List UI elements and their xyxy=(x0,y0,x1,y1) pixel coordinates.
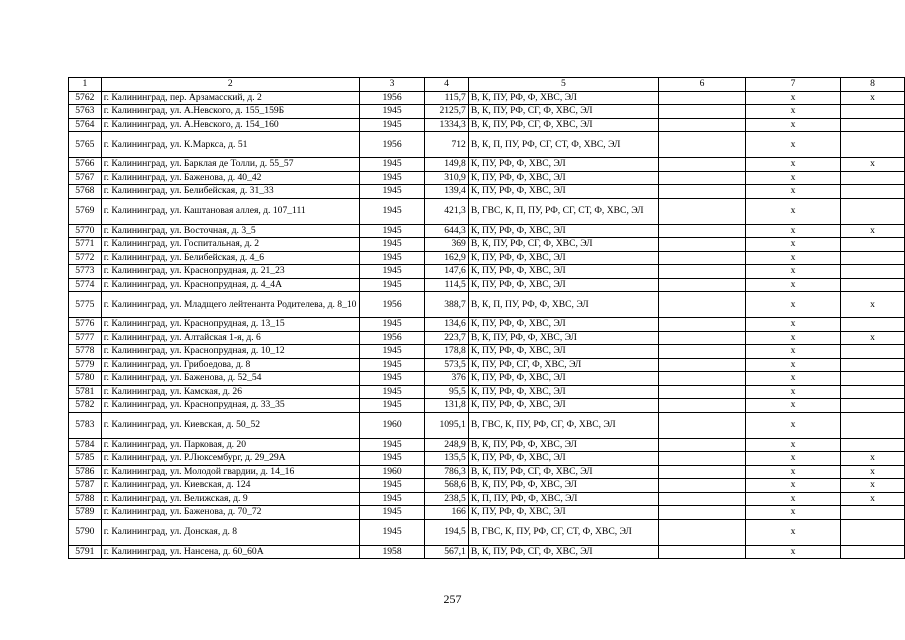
works-cell: К, ПУ, РФ, Ф, ХВС, ЭЛ xyxy=(468,385,658,399)
table-row xyxy=(69,519,905,545)
address-cell: г. Калининград, ул. Баженова, д. 40_42 xyxy=(101,171,359,185)
address-cell: г. Калининград, ул. Парковая, д. 20 xyxy=(101,438,359,452)
address-cell: г. Калининград, ул. Краснопрудная, д. 21_23 xyxy=(101,265,359,279)
row-number: 5774 xyxy=(69,278,102,292)
year-cell: 1956 xyxy=(359,91,424,105)
column-8-mark: x xyxy=(840,158,904,172)
column-7-mark: x xyxy=(746,492,841,506)
works-cell: К, ПУ, РФ, Ф, ХВС, ЭЛ xyxy=(468,171,658,185)
column-8-mark: x xyxy=(840,479,904,493)
row-number: 5762 xyxy=(69,91,102,105)
header-row xyxy=(69,78,905,92)
column-8-mark xyxy=(840,506,904,520)
table-row xyxy=(69,372,905,386)
column-6-cell xyxy=(658,399,745,413)
area-cell: 162,9 xyxy=(425,251,469,265)
area-cell: 388,7 xyxy=(425,292,469,318)
table-row xyxy=(69,105,905,119)
column-8-mark xyxy=(840,171,904,185)
year-cell: 1960 xyxy=(359,412,424,438)
works-cell: К, П, ПУ, РФ, Ф, ХВС, ЭЛ xyxy=(468,492,658,506)
table-row xyxy=(69,224,905,238)
column-8-mark xyxy=(840,519,904,545)
address-cell: г. Калининград, ул. Краснопрудная, д. 13_15 xyxy=(101,318,359,332)
row-number: 5766 xyxy=(69,158,102,172)
works-cell: В, К, ПУ, РФ, Ф, ХВС, ЭЛ xyxy=(468,331,658,345)
column-6-cell xyxy=(658,132,745,158)
column-7-mark: x xyxy=(746,158,841,172)
column-6-cell xyxy=(658,171,745,185)
year-cell: 1945 xyxy=(359,318,424,332)
works-cell: К, ПУ, РФ, СГ, Ф, ХВС, ЭЛ xyxy=(468,358,658,372)
address-cell: г. Калининград, ул. Краснопрудная, д. 4_4А xyxy=(101,278,359,292)
column-6-cell xyxy=(658,292,745,318)
column-7-mark: x xyxy=(746,318,841,332)
column-7-mark: x xyxy=(746,224,841,238)
year-cell: 1945 xyxy=(359,251,424,265)
column-8-mark xyxy=(840,358,904,372)
year-cell: 1960 xyxy=(359,465,424,479)
column-7-mark: x xyxy=(746,185,841,199)
works-cell: В, К, ПУ, РФ, Ф, ХВС, ЭЛ xyxy=(468,479,658,493)
address-cell: г. Калининград, ул. Грибоедова, д. 8 xyxy=(101,358,359,372)
column-header-6: 6 xyxy=(658,78,745,92)
column-header-8: 8 xyxy=(840,78,904,92)
row-number: 5764 xyxy=(69,118,102,132)
address-cell: г. Калининград, ул. А.Невского, д. 155_159Б xyxy=(101,105,359,119)
table-row xyxy=(69,278,905,292)
column-6-cell xyxy=(658,331,745,345)
year-cell: 1945 xyxy=(359,105,424,119)
area-cell: 248,9 xyxy=(425,438,469,452)
column-6-cell xyxy=(658,224,745,238)
address-cell: г. Калининград, ул. К.Маркса, д. 51 xyxy=(101,132,359,158)
column-8-mark: x xyxy=(840,224,904,238)
column-8-mark xyxy=(840,385,904,399)
column-7-mark: x xyxy=(746,105,841,119)
table-row xyxy=(69,171,905,185)
column-7-mark: x xyxy=(746,292,841,318)
row-number: 5776 xyxy=(69,318,102,332)
works-cell: В, К, П, ПУ, РФ, Ф, ХВС, ЭЛ xyxy=(468,292,658,318)
column-6-cell xyxy=(658,278,745,292)
column-6-cell xyxy=(658,265,745,279)
table-row xyxy=(69,438,905,452)
year-cell: 1945 xyxy=(359,479,424,493)
year-cell: 1945 xyxy=(359,238,424,252)
column-8-mark xyxy=(840,185,904,199)
table-row xyxy=(69,331,905,345)
year-cell: 1945 xyxy=(359,438,424,452)
table-row xyxy=(69,265,905,279)
table-row xyxy=(69,318,905,332)
table-header xyxy=(69,78,905,92)
year-cell: 1945 xyxy=(359,278,424,292)
table-row xyxy=(69,292,905,318)
row-number: 5775 xyxy=(69,292,102,318)
column-header-5: 5 xyxy=(468,78,658,92)
table-row xyxy=(69,452,905,466)
column-7-mark: x xyxy=(746,519,841,545)
works-cell: В, К, ПУ, РФ, Ф, ХВС, ЭЛ xyxy=(468,438,658,452)
column-6-cell xyxy=(658,438,745,452)
column-8-mark xyxy=(840,132,904,158)
address-cell: г. Калининград, ул. Краснопрудная, д. 33_35 xyxy=(101,399,359,413)
year-cell: 1956 xyxy=(359,132,424,158)
year-cell: 1945 xyxy=(359,118,424,132)
address-cell: г. Калининград, ул. Киевская, д. 124 xyxy=(101,479,359,493)
area-cell: 369 xyxy=(425,238,469,252)
column-8-mark xyxy=(840,278,904,292)
year-cell: 1945 xyxy=(359,158,424,172)
area-cell: 115,7 xyxy=(425,91,469,105)
column-8-mark xyxy=(840,345,904,359)
table-body xyxy=(69,91,905,559)
column-8-mark: x xyxy=(840,465,904,479)
area-cell: 135,5 xyxy=(425,452,469,466)
column-7-mark: x xyxy=(746,278,841,292)
row-number: 5782 xyxy=(69,399,102,413)
column-6-cell xyxy=(658,158,745,172)
address-cell: г. Калининград, ул. Баженова, д. 52_54 xyxy=(101,372,359,386)
row-number: 5769 xyxy=(69,198,102,224)
column-header-2: 2 xyxy=(101,78,359,92)
column-7-mark: x xyxy=(746,452,841,466)
address-cell: г. Калининград, ул. Баженова, д. 70_72 xyxy=(101,506,359,520)
table-row xyxy=(69,358,905,372)
works-cell: К, ПУ, РФ, Ф, ХВС, ЭЛ xyxy=(468,158,658,172)
column-7-mark: x xyxy=(746,545,841,559)
address-cell: г. Калининград, ул. Камская, д. 26 xyxy=(101,385,359,399)
table-row xyxy=(69,251,905,265)
column-8-mark xyxy=(840,105,904,119)
address-cell: г. Калининград, ул. Алтайская 1-я, д. 6 xyxy=(101,331,359,345)
table-row xyxy=(69,479,905,493)
works-cell: В, К, ПУ, РФ, СГ, Ф, ХВС, ЭЛ xyxy=(468,118,658,132)
year-cell: 1945 xyxy=(359,345,424,359)
row-number: 5788 xyxy=(69,492,102,506)
column-6-cell xyxy=(658,412,745,438)
column-7-mark: x xyxy=(746,132,841,158)
column-header-3: 3 xyxy=(359,78,424,92)
address-cell: г. Калининград, ул. Барклая де Толли, д. 55_57 xyxy=(101,158,359,172)
column-8-mark xyxy=(840,238,904,252)
table-row xyxy=(69,91,905,105)
table-row xyxy=(69,118,905,132)
works-cell: В, К, ПУ, РФ, СГ, Ф, ХВС, ЭЛ xyxy=(468,105,658,119)
column-8-mark: x xyxy=(840,91,904,105)
column-7-mark: x xyxy=(746,238,841,252)
row-number: 5787 xyxy=(69,479,102,493)
column-7-mark: x xyxy=(746,265,841,279)
column-header-1: 1 xyxy=(69,78,102,92)
area-cell: 310,9 xyxy=(425,171,469,185)
table-row xyxy=(69,238,905,252)
area-cell: 95,5 xyxy=(425,385,469,399)
works-cell: К, ПУ, РФ, Ф, ХВС, ЭЛ xyxy=(468,278,658,292)
row-number: 5778 xyxy=(69,345,102,359)
column-7-mark: x xyxy=(746,438,841,452)
address-cell: г. Калининград, ул. Р.Люксембург, д. 29_29А xyxy=(101,452,359,466)
column-7-mark: x xyxy=(746,118,841,132)
table-row xyxy=(69,385,905,399)
works-cell: К, ПУ, РФ, Ф, ХВС, ЭЛ xyxy=(468,452,658,466)
column-header-4: 4 xyxy=(425,78,469,92)
column-7-mark: x xyxy=(746,358,841,372)
works-cell: В, ГВС, К, ПУ, РФ, СГ, СТ, Ф, ХВС, ЭЛ xyxy=(468,519,658,545)
column-8-mark: x xyxy=(840,331,904,345)
address-cell: г. Калининград, ул. Киевская, д. 50_52 xyxy=(101,412,359,438)
column-8-mark xyxy=(840,198,904,224)
column-8-mark xyxy=(840,265,904,279)
year-cell: 1945 xyxy=(359,358,424,372)
address-cell: г. Калининград, ул. А.Невского, д. 154_160 xyxy=(101,118,359,132)
works-cell: К, ПУ, РФ, Ф, ХВС, ЭЛ xyxy=(468,318,658,332)
area-cell: 568,6 xyxy=(425,479,469,493)
column-6-cell xyxy=(658,385,745,399)
row-number: 5770 xyxy=(69,224,102,238)
address-cell: г. Калининград, ул. Молодой гвардии, д. 14_16 xyxy=(101,465,359,479)
table-row xyxy=(69,465,905,479)
area-cell: 1095,1 xyxy=(425,412,469,438)
works-cell: В, К, ПУ, РФ, СГ, Ф, ХВС, ЭЛ xyxy=(468,238,658,252)
address-cell: г. Калининград, ул. Нансена, д. 60_60А xyxy=(101,545,359,559)
area-cell: 178,8 xyxy=(425,345,469,359)
address-cell: г. Калининград, ул. Восточная, д. 3_5 xyxy=(101,224,359,238)
area-cell: 131,8 xyxy=(425,399,469,413)
year-cell: 1945 xyxy=(359,224,424,238)
column-header-7: 7 xyxy=(746,78,841,92)
address-cell: г. Калининград, ул. Госпитальная, д. 2 xyxy=(101,238,359,252)
row-number: 5771 xyxy=(69,238,102,252)
area-cell: 567,1 xyxy=(425,545,469,559)
column-7-mark: x xyxy=(746,465,841,479)
column-7-mark: x xyxy=(746,479,841,493)
works-cell: К, ПУ, РФ, Ф, ХВС, ЭЛ xyxy=(468,265,658,279)
area-cell: 376 xyxy=(425,372,469,386)
row-number: 5779 xyxy=(69,358,102,372)
works-cell: К, ПУ, РФ, Ф, ХВС, ЭЛ xyxy=(468,251,658,265)
year-cell: 1945 xyxy=(359,492,424,506)
column-6-cell xyxy=(658,519,745,545)
row-number: 5767 xyxy=(69,171,102,185)
works-cell: К, ПУ, РФ, Ф, ХВС, ЭЛ xyxy=(468,345,658,359)
year-cell: 1958 xyxy=(359,545,424,559)
column-6-cell xyxy=(658,118,745,132)
year-cell: 1956 xyxy=(359,292,424,318)
row-number: 5785 xyxy=(69,452,102,466)
column-6-cell xyxy=(658,545,745,559)
column-6-cell xyxy=(658,198,745,224)
works-cell: В, К, ПУ, РФ, СГ, Ф, ХВС, ЭЛ xyxy=(468,465,658,479)
area-cell: 166 xyxy=(425,506,469,520)
table-row xyxy=(69,412,905,438)
area-cell: 712 xyxy=(425,132,469,158)
row-number: 5790 xyxy=(69,519,102,545)
works-cell: В, К, П, ПУ, РФ, СГ, СТ, Ф, ХВС, ЭЛ xyxy=(468,132,658,158)
table-row xyxy=(69,492,905,506)
area-cell: 573,5 xyxy=(425,358,469,372)
area-cell: 223,7 xyxy=(425,331,469,345)
row-number: 5783 xyxy=(69,412,102,438)
area-cell: 1334,3 xyxy=(425,118,469,132)
row-number: 5789 xyxy=(69,506,102,520)
column-8-mark: x xyxy=(840,492,904,506)
area-cell: 114,5 xyxy=(425,278,469,292)
column-8-mark xyxy=(840,438,904,452)
year-cell: 1945 xyxy=(359,185,424,199)
column-7-mark: x xyxy=(746,251,841,265)
year-cell: 1945 xyxy=(359,198,424,224)
table-row xyxy=(69,506,905,520)
column-7-mark: x xyxy=(746,345,841,359)
column-6-cell xyxy=(658,251,745,265)
area-cell: 134,6 xyxy=(425,318,469,332)
row-number: 5780 xyxy=(69,372,102,386)
column-8-mark: x xyxy=(840,452,904,466)
row-number: 5777 xyxy=(69,331,102,345)
column-7-mark: x xyxy=(746,385,841,399)
column-8-mark xyxy=(840,412,904,438)
column-7-mark: x xyxy=(746,506,841,520)
table-row xyxy=(69,185,905,199)
column-6-cell xyxy=(658,185,745,199)
column-7-mark: x xyxy=(746,399,841,413)
table-row xyxy=(69,345,905,359)
table-row xyxy=(69,132,905,158)
year-cell: 1956 xyxy=(359,331,424,345)
column-7-mark: x xyxy=(746,412,841,438)
address-cell: г. Калининград, ул. Белибейская, д. 31_33 xyxy=(101,185,359,199)
column-8-mark xyxy=(840,118,904,132)
column-8-mark xyxy=(840,372,904,386)
works-cell: В, ГВС, К, ПУ, РФ, СГ, Ф, ХВС, ЭЛ xyxy=(468,412,658,438)
column-6-cell xyxy=(658,372,745,386)
row-number: 5772 xyxy=(69,251,102,265)
address-cell: г. Калининград, пер. Арзамасский, д. 2 xyxy=(101,91,359,105)
area-cell: 139,4 xyxy=(425,185,469,199)
works-cell: К, ПУ, РФ, Ф, ХВС, ЭЛ xyxy=(468,399,658,413)
row-number: 5781 xyxy=(69,385,102,399)
column-8-mark xyxy=(840,399,904,413)
table-row xyxy=(69,545,905,559)
address-cell: г. Калининград, ул. Каштановая аллея, д. 107_111 xyxy=(101,198,359,224)
column-6-cell xyxy=(658,105,745,119)
column-8-mark xyxy=(840,545,904,559)
page-number: 257 xyxy=(443,592,462,606)
address-cell: г. Калининград, ул. Донская, д. 8 xyxy=(101,519,359,545)
row-number: 5791 xyxy=(69,545,102,559)
works-cell: К, ПУ, РФ, Ф, ХВС, ЭЛ xyxy=(468,506,658,520)
area-cell: 147,6 xyxy=(425,265,469,279)
data-table xyxy=(68,77,905,559)
column-6-cell xyxy=(658,479,745,493)
column-7-mark: x xyxy=(746,198,841,224)
table-row xyxy=(69,198,905,224)
year-cell: 1945 xyxy=(359,385,424,399)
table-row xyxy=(69,399,905,413)
row-number: 5784 xyxy=(69,438,102,452)
area-cell: 194,5 xyxy=(425,519,469,545)
year-cell: 1945 xyxy=(359,372,424,386)
works-cell: К, ПУ, РФ, Ф, ХВС, ЭЛ xyxy=(468,224,658,238)
column-7-mark: x xyxy=(746,171,841,185)
column-6-cell xyxy=(658,318,745,332)
area-cell: 644,3 xyxy=(425,224,469,238)
column-7-mark: x xyxy=(746,372,841,386)
area-cell: 786,3 xyxy=(425,465,469,479)
column-8-mark xyxy=(840,251,904,265)
column-6-cell xyxy=(658,345,745,359)
area-cell: 2125,7 xyxy=(425,105,469,119)
address-cell: г. Калининград, ул. Краснопрудная, д. 10_12 xyxy=(101,345,359,359)
row-number: 5765 xyxy=(69,132,102,158)
column-7-mark: x xyxy=(746,331,841,345)
address-cell: г. Калининград, ул. Белибейская, д. 4_6 xyxy=(101,251,359,265)
row-number: 5786 xyxy=(69,465,102,479)
works-cell: К, ПУ, РФ, Ф, ХВС, ЭЛ xyxy=(468,372,658,386)
column-7-mark: x xyxy=(746,91,841,105)
year-cell: 1945 xyxy=(359,452,424,466)
area-cell: 238,5 xyxy=(425,492,469,506)
area-cell: 421,3 xyxy=(425,198,469,224)
year-cell: 1945 xyxy=(359,265,424,279)
column-6-cell xyxy=(658,91,745,105)
column-6-cell xyxy=(658,238,745,252)
row-number: 5773 xyxy=(69,265,102,279)
column-6-cell xyxy=(658,492,745,506)
works-cell: В, К, ПУ, РФ, Ф, ХВС, ЭЛ xyxy=(468,91,658,105)
column-6-cell xyxy=(658,465,745,479)
table-row xyxy=(69,158,905,172)
works-cell: В, К, ПУ, РФ, СГ, Ф, ХВС, ЭЛ xyxy=(468,545,658,559)
address-cell: г. Калининград, ул. Велижская, д. 9 xyxy=(101,492,359,506)
works-cell: К, ПУ, РФ, Ф, ХВС, ЭЛ xyxy=(468,185,658,199)
row-number: 5768 xyxy=(69,185,102,199)
column-6-cell xyxy=(658,506,745,520)
year-cell: 1945 xyxy=(359,519,424,545)
column-6-cell xyxy=(658,358,745,372)
works-cell: В, ГВС, К, П, ПУ, РФ, СГ, СТ, Ф, ХВС, ЭЛ xyxy=(468,198,658,224)
address-cell: г. Калининград, ул. Младщего лейтенанта Родителева, д. 8_10 xyxy=(101,292,359,318)
column-8-mark xyxy=(840,318,904,332)
column-6-cell xyxy=(658,452,745,466)
row-number: 5763 xyxy=(69,105,102,119)
year-cell: 1945 xyxy=(359,506,424,520)
year-cell: 1945 xyxy=(359,399,424,413)
year-cell: 1945 xyxy=(359,171,424,185)
area-cell: 149,8 xyxy=(425,158,469,172)
column-8-mark: x xyxy=(840,292,904,318)
